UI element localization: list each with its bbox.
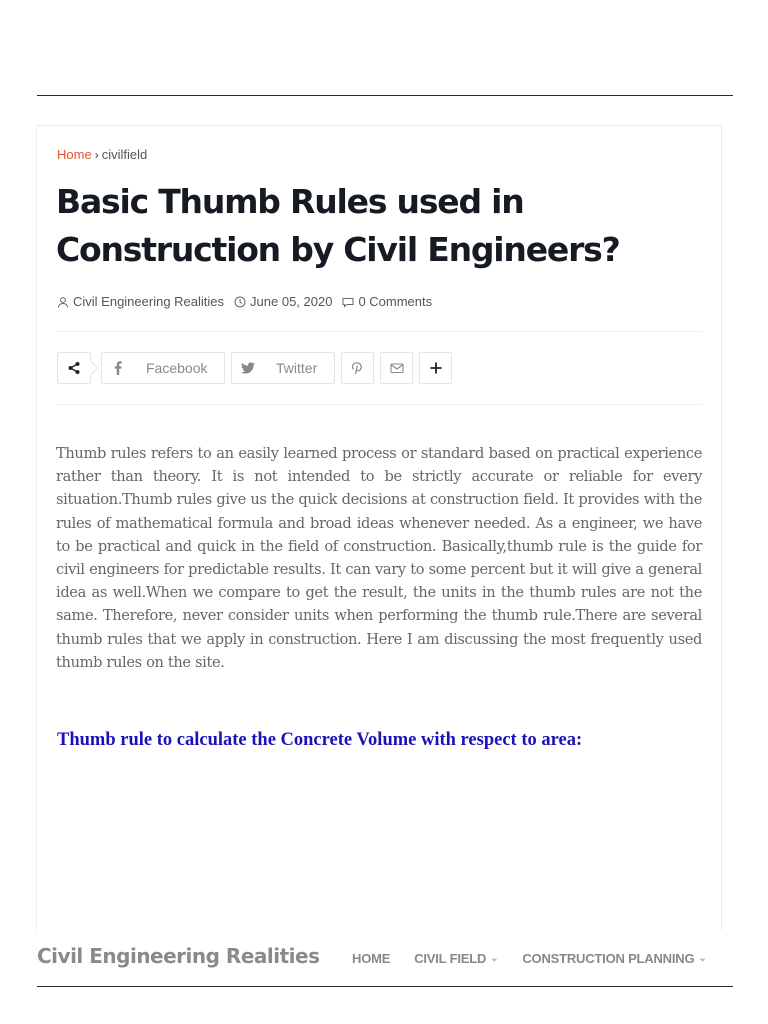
email-icon [390, 361, 404, 375]
facebook-icon [102, 353, 134, 383]
post-date-text: June 05, 2020 [250, 294, 333, 309]
facebook-label: Facebook [146, 360, 208, 376]
nav-item-civil-field[interactable] [414, 951, 498, 966]
share-bar [57, 352, 452, 384]
page-title: Basic Thumb Rules used in Construction by Civil Engineers? [56, 182, 620, 269]
post-date [234, 294, 332, 309]
breadcrumb-current[interactable]: civilfield [101, 147, 148, 162]
share-icon [67, 361, 81, 375]
more-share-button[interactable] [419, 352, 452, 384]
article-body: Thumb rules refers to an easily learned process or standard based on practical experience rather than theory. It is not intended to be strictly accurate or reliable for every situation.Thumb rules give us the quick decisions at construction field. It provides with the rules of mathematical formula and broad ideas whenever needed. As a engineer, we have to be practical and quick in the field of construction. Basically,thumb rule is the guide for civil engineers for predictable results. It can vary to some percent but it will give a general idea as well.When we compare to get the result, the units in the thumb rules are not the same. Therefore, never consider units when performing the thumb rule.There are several thumb rules that we apply in construction. Here I am discussing the most frequently used thumb rules on the site. [56, 445, 702, 671]
email-share-button[interactable] [380, 352, 413, 384]
main-nav [352, 951, 707, 966]
twitter-icon [232, 353, 264, 383]
author-link[interactable] [57, 294, 224, 309]
article-meta [57, 294, 432, 309]
facebook-share-button[interactable] [101, 352, 225, 384]
nav-item-home[interactable] [352, 951, 390, 966]
comment-icon [342, 296, 354, 308]
nav-item-label: CIVIL FIELD [414, 951, 487, 966]
clock-icon [234, 296, 246, 308]
chevron-down-icon: ⌄ [698, 953, 707, 964]
plus-icon [429, 361, 443, 375]
section-heading: Thumb rule to calculate the Concrete Volume with respect to area: [57, 730, 583, 750]
top-divider [37, 95, 733, 96]
share-divider [57, 404, 702, 405]
meta-divider [57, 331, 702, 332]
breadcrumb-separator-icon: › [94, 147, 99, 162]
pinterest-icon [351, 361, 365, 375]
site-brand-link[interactable]: Civil Engineering Realities [37, 944, 320, 968]
breadcrumb-home-link[interactable]: Home [57, 147, 92, 162]
twitter-label: Twitter [276, 360, 318, 376]
navbar-bottom-divider [37, 986, 733, 987]
nav-item-label: CONSTRUCTION PLANNING [522, 951, 695, 966]
chevron-down-icon: ⌄ [490, 953, 499, 964]
sticky-navbar [0, 930, 768, 988]
comments-link[interactable] [342, 294, 432, 309]
nav-item-construction-planning[interactable] [522, 951, 706, 966]
article-card [36, 125, 722, 955]
share-button[interactable] [57, 352, 91, 384]
pinterest-share-button[interactable] [341, 352, 374, 384]
nav-item-label: HOME [352, 951, 391, 966]
twitter-share-button[interactable] [231, 352, 335, 384]
author-name: Civil Engineering Realities [73, 294, 225, 309]
comments-count: 0 Comments [358, 294, 433, 309]
user-icon [57, 296, 69, 308]
breadcrumb [57, 147, 147, 162]
